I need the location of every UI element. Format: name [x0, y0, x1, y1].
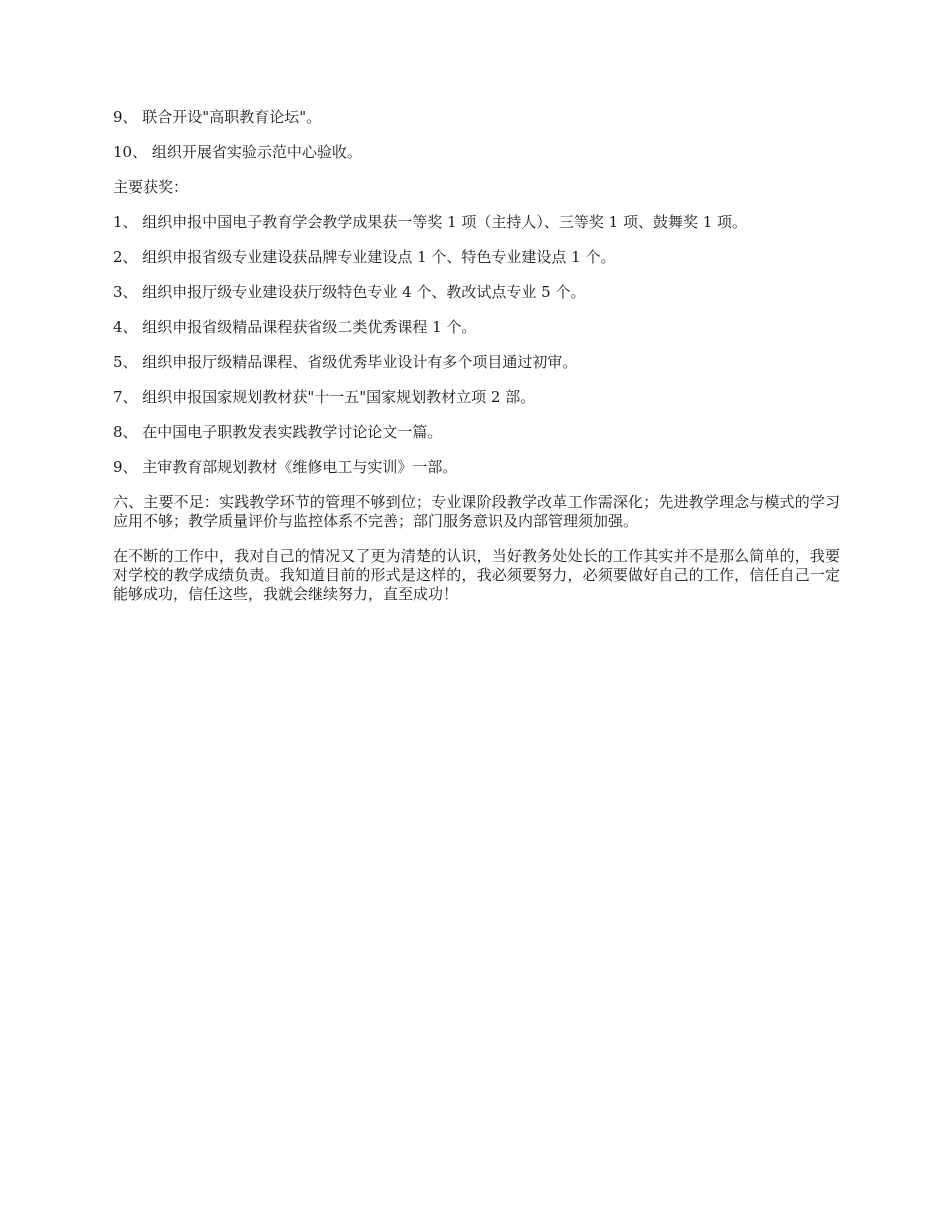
- list-item-forum: 9、 联合开设"高职教育论坛"。: [113, 108, 322, 126]
- award-item-5: 5、 组织申报厅级精品课程、省级优秀毕业设计有多个项目通过初审。: [113, 353, 578, 371]
- award-item-9: 9、 主审教育部规划教材《维修电工与实训》一部。: [113, 458, 458, 476]
- award-item-8: 8、 在中国电子职教发表实践教学讨论论文一篇。: [113, 423, 443, 441]
- document-page: [113, 108, 840, 620]
- award-item-2: 2、 组织申报省级专业建设获品牌专业建设点 1 个、特色专业建设点 1 个。: [113, 248, 616, 266]
- award-item-3: 3、 组织申报厅级专业建设获厅级特色专业 4 个、教改试点专业 5 个。: [113, 283, 586, 301]
- section-heading-awards: 主要获奖：: [113, 178, 189, 196]
- award-item-1: 1、 组织申报中国电子教育学会教学成果获一等奖 1 项（主持人）、三等奖 1 项、鼓舞奖 1 项。: [113, 213, 748, 231]
- award-item-4: 4、 组织申报省级精品课程获省级二类优秀课程 1 个。: [113, 318, 477, 336]
- award-item-7: 7、 组织申报国家规划教材获"十一五"国家规划教材立项 2 部。: [113, 388, 536, 406]
- list-item-lab-acceptance: 10、 组织开展省实验示范中心验收。: [113, 143, 362, 161]
- shortcomings-paragraph: 六、主要不足：实践教学环节的管理不够到位；专业课阶段教学改革工作需深化；先进教学理念与模式的学习应用不够；教学质量评价与监控体系不完善；部门服务意识及内部管理须加强。: [113, 493, 840, 530]
- closing-paragraph: 在不断的工作中，我对自己的情况又了更为清楚的认识，当好教务处处长的工作其实并不是那么简单的，我要对学校的教学成绩负责。我知道目前的形式是这样的，我必须要努力，必须要做好自己的工作，信任自己一定能够成功，信任这些，我就会继续努力，直至成功！: [113, 547, 840, 603]
